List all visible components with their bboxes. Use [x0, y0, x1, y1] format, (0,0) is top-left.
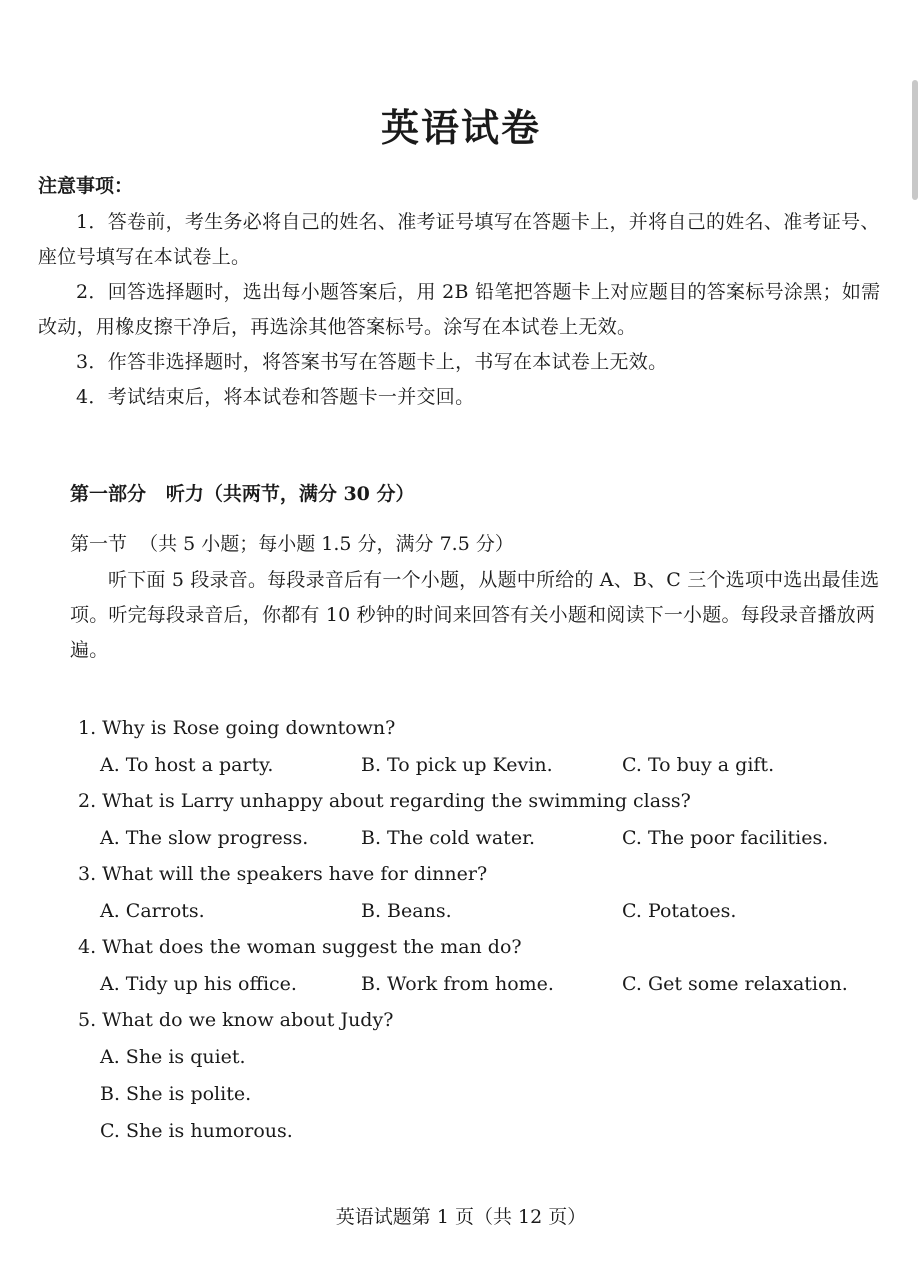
notice-item-3: 3．作答非选择题时，将答案书写在答题卡上，书写在本试卷上无效。	[76, 351, 668, 373]
option-c: C. She is humorous.	[100, 1119, 293, 1142]
question-list	[78, 710, 868, 1150]
question-stem: 5. What do we know about Judy?	[78, 1009, 394, 1031]
question-1	[78, 710, 868, 783]
notice-heading: 注意事项：	[38, 175, 134, 197]
question-4	[78, 929, 868, 1002]
option-a: A. To host a party.	[100, 753, 274, 776]
option-c: C. The poor facilities.	[622, 826, 829, 849]
question-3	[78, 856, 868, 929]
option-row	[78, 893, 868, 930]
question-stem: 3. What will the speakers have for dinner?	[78, 863, 488, 885]
notice-item-4: 4．考试结束后，将本试卷和答题卡一并交回。	[76, 386, 475, 408]
option-c: C. To buy a gift.	[622, 753, 775, 776]
option-a: A. Tidy up his office.	[100, 972, 297, 995]
section-instructions: 听下面 5 段录音。每段录音后有一个小题，从题中所给的 A、B、C 三个选项中选出最佳选项。听完每段录音后，你都有 10 秒钟的时间来回答有关小题和阅读下一小题。每段录音播放两遍。	[70, 569, 880, 661]
notice-item-1: 1．答卷前，考生务必将自己的姓名、准考证号填写在答题卡上，并将自己的姓名、准考证号、座位号填写在本试卷上。	[38, 211, 880, 268]
option-row	[78, 820, 868, 857]
question-5	[78, 1002, 868, 1150]
question-stem: 2. What is Larry unhappy about regarding the swimming class?	[78, 790, 691, 812]
option-b: B. She is polite.	[100, 1082, 252, 1105]
option-row	[78, 966, 868, 1003]
question-2	[78, 783, 868, 856]
option-a: A. Carrots.	[100, 899, 205, 922]
option-b: B. Beans.	[361, 899, 452, 922]
option-b: B. To pick up Kevin.	[361, 753, 553, 776]
option-b: B. Work from home.	[361, 972, 554, 995]
notice-item-2: 2．回答选择题时，选出每小题答案后，用 2B 铅笔把答题卡上对应题目的答案标号涂黑；如需改动，用橡皮擦干净后，再选涂其他答案标号。涂写在本试卷上无效。	[38, 281, 881, 338]
section-title: 第一节 （共 5 小题；每小题 1.5 分，满分 7.5 分）	[70, 533, 514, 555]
option-c: C. Potatoes.	[622, 899, 737, 922]
option-a: A. She is quiet.	[100, 1045, 246, 1068]
question-stem: 4. What does the woman suggest the man do?	[78, 936, 522, 958]
notice-list	[38, 205, 886, 415]
page-title: 英语试卷	[380, 105, 541, 150]
option-b: B. The cold water.	[361, 826, 536, 849]
question-stem: 1. Why is Rose going downtown?	[78, 717, 396, 739]
part-title: 第一部分 听力（共两节，满分 30 分）	[70, 483, 415, 505]
option-row	[78, 747, 868, 784]
page-footer: 英语试题第 1 页（共 12 页）	[335, 1206, 587, 1228]
option-a: A. The slow progress.	[100, 826, 309, 849]
option-c: C. Get some relaxation.	[622, 972, 848, 995]
